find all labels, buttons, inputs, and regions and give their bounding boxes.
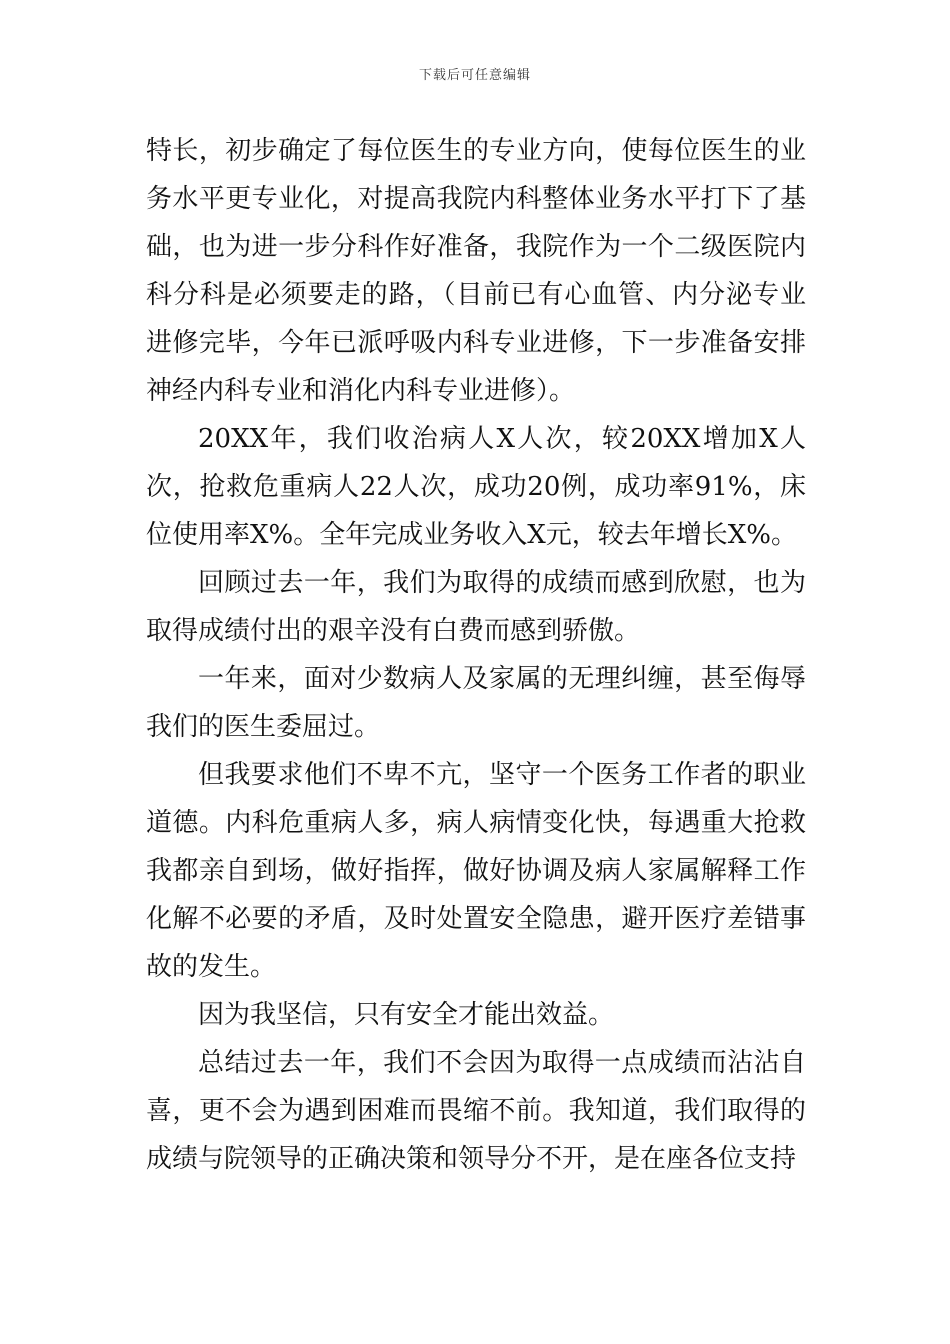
paragraph-review: 回顾过去一年，我们为取得的成绩而感到欣慰，也为取得成绩付出的艰辛没有白费而感到骄傲。 xyxy=(146,568,806,646)
paragraph-statistics: 20XX年，我们收治病人X人次，较20XX增加X人次，抢救危重病人22人次，成功20例，成功率91%，床位使用率X%。全年完成业务收入X元，较去年增长X%。 xyxy=(146,424,806,550)
page-header-note: 下载后可任意编辑 xyxy=(418,68,531,83)
paragraph-summary: 总结过去一年，我们不会因为取得一点成绩而沾沾自喜，更不会为遇到困难而畏缩不前。我知道，我们取得的成绩与院领导的正确决策和领导分不开，是在座各位支持 xyxy=(146,1048,806,1174)
paragraph-continuation: 特长，初步确定了每位医生的专业方向，使每位医生的业务水平更专业化，对提高我院内科整体业务水平打下了基础，也为进一步分科作好准备，我院作为一个二级医院内科分科是必须要走的路，（目前已有心血管、内分泌专业进修完毕，今年已派呼吸内科专业进修，下一步准备安排神经内科专业和消化内科专业进修）。 xyxy=(146,136,806,406)
paragraph-patients: 一年来，面对少数病人及家属的无理纠缠，甚至侮辱我们的医生委屈过。 xyxy=(146,664,806,742)
paragraph-ethics: 但我要求他们不卑不亢，坚守一个医务工作者的职业道德。内科危重病人多，病人病情变化快，每遇重大抢救我都亲自到场，做好指挥，做好协调及病人家属解释工作化解不必要的矛盾，及时处置安全隐患，避开医疗差错事故的发生。 xyxy=(146,760,806,982)
document-body xyxy=(146,127,806,1183)
paragraph-safety: 因为我坚信，只有安全才能出效益。 xyxy=(198,1000,615,1030)
